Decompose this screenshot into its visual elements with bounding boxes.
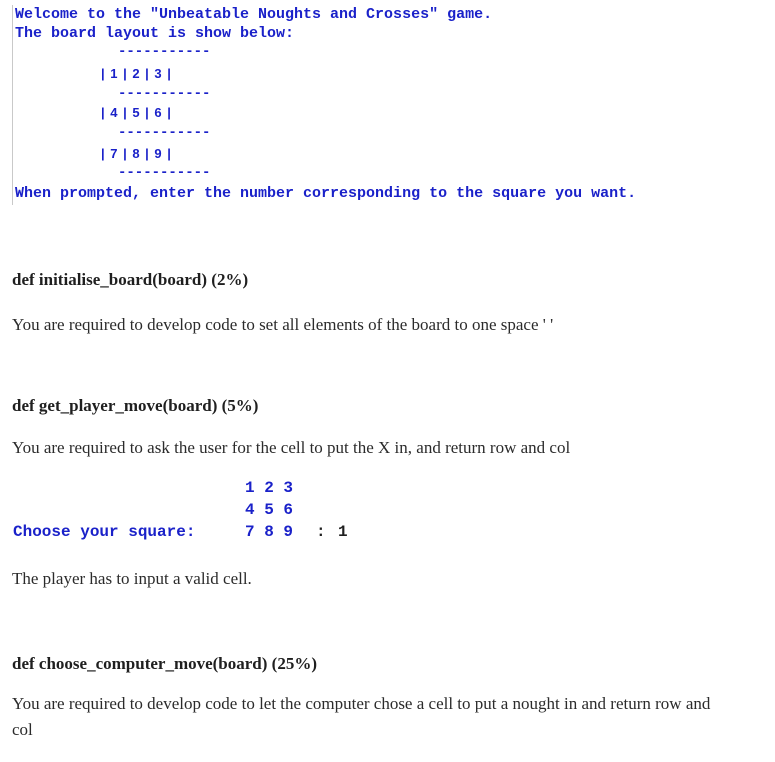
board-separator: ----------- — [118, 86, 211, 102]
board-row-1: | 1 | 2 | 3 | — [101, 66, 172, 81]
prompt-colon: : — [316, 523, 326, 541]
grid-row-2: 4 5 6 — [245, 501, 294, 519]
heading-get-player-move: def get_player_move(board) (5%) — [12, 396, 259, 415]
heading-choose-computer-move: def choose_computer_move(board) (25%) — [12, 654, 317, 673]
grid-row-1: 1 2 3 — [245, 479, 294, 497]
square-input-value[interactable]: 1 — [338, 523, 348, 541]
valid-cell-note: The player has to input a valid cell. — [12, 569, 252, 588]
board-separator: ----------- — [118, 125, 211, 141]
choose-computer-move-text: You are required to develop code to let the computer chose a cell to put a nought in and return row and col — [12, 694, 711, 739]
board-separator: ----------- — [118, 165, 211, 181]
board-layout-line: The board layout is show below: — [15, 25, 295, 42]
choose-square-label: Choose your square: — [13, 523, 196, 541]
grid-row-3: 7 8 9 — [245, 523, 294, 541]
get-player-move-text: You are required to ask the user for the cell to put the X in, and return row and col — [12, 438, 571, 457]
prompt-line: When prompted, enter the number corresponding to the square you want. — [15, 185, 637, 202]
board-row-3: | 7 | 8 | 9 | — [101, 146, 172, 161]
heading-initialise-board: def initialise_board(board) (2%) — [12, 270, 249, 289]
board-row-2: | 4 | 5 | 6 | — [101, 105, 172, 120]
welcome-line: Welcome to the "Unbeatable Noughts and Crosses" game. — [15, 6, 493, 23]
board-separator: ----------- — [118, 44, 211, 60]
initialise-board-text: You are required to develop code to set all elements of the board to one space ' ' — [12, 315, 554, 334]
